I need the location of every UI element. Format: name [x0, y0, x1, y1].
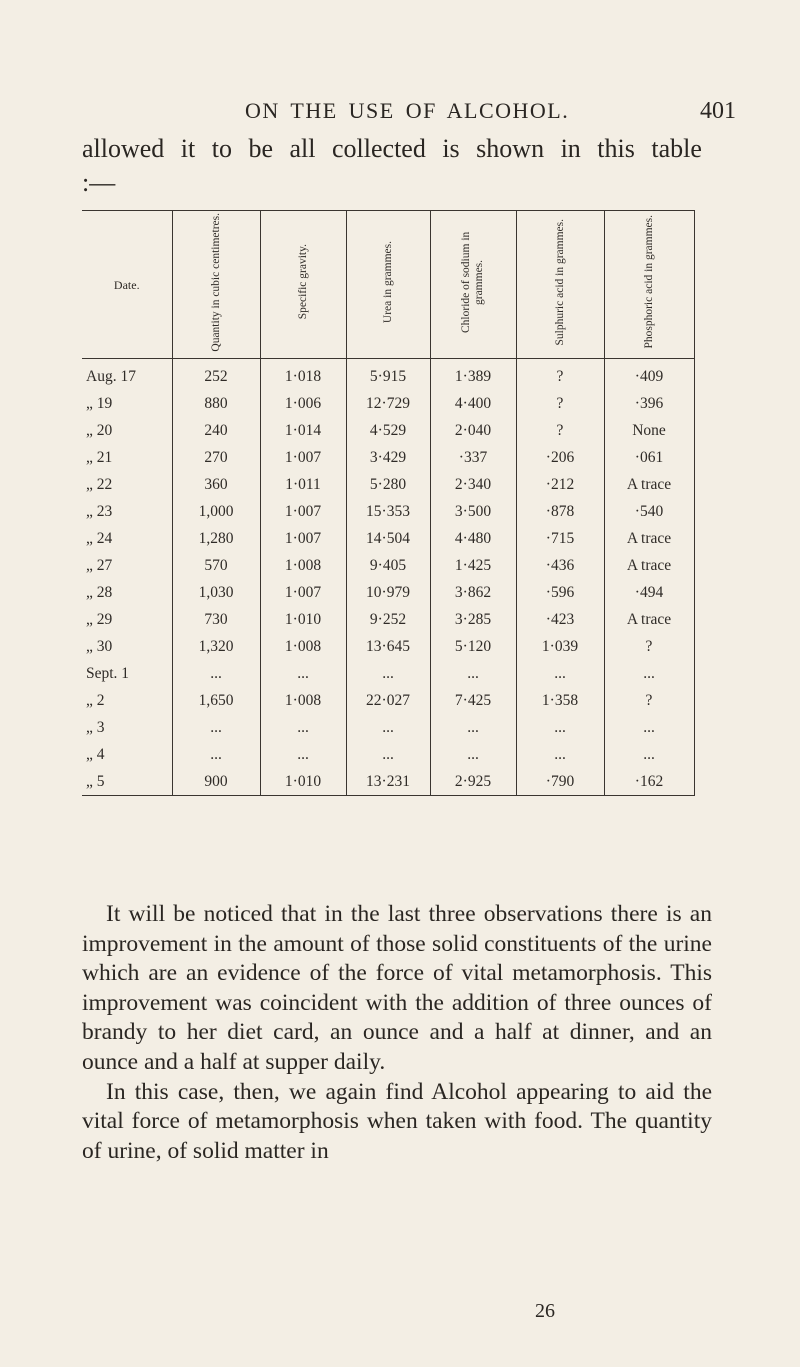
table-cell: 22·027 — [346, 687, 430, 714]
table-cell: ... — [604, 660, 694, 687]
table-cell: 14·504 — [346, 525, 430, 552]
table-cell: Aug. 17 — [86, 367, 136, 385]
table-cell: ? — [516, 359, 604, 391]
paragraph: It will be noticed that in the last three observations there is an improvement in the amount of those solid constituents of the urine which are an evidence of the force of vital metamorphosis. This improvement was coincident with the addition of three ounces of brandy to her diet card, an ounce and a half at dinner, and an ounce and a half at supper daily. — [82, 901, 712, 1075]
table-cell: 1·007 — [260, 579, 346, 606]
column-header-quantity: Quantity in cubic centimetres. — [172, 211, 260, 359]
table-row — [82, 741, 694, 768]
table-cell: 1·007 — [260, 525, 346, 552]
table-cell: „ 4 — [86, 745, 105, 763]
table-cell: ... — [172, 660, 260, 687]
table-cell: 360 — [172, 471, 260, 498]
table-cell: 1,320 — [172, 633, 260, 660]
table-cell: ·494 — [604, 579, 694, 606]
table-cell: ·212 — [516, 471, 604, 498]
table-cell: ·162 — [604, 768, 694, 796]
table-cell: ? — [516, 417, 604, 444]
table-cell: ... — [172, 741, 260, 768]
table-cell: 13·645 — [346, 633, 430, 660]
table-cell: 2·925 — [430, 768, 516, 796]
table-cell: 3·285 — [430, 606, 516, 633]
table-cell: 270 — [172, 444, 260, 471]
table-cell: A trace — [604, 552, 694, 579]
table-cell: 1·008 — [260, 633, 346, 660]
table-cell: 240 — [172, 417, 260, 444]
table-cell: 3·429 — [346, 444, 430, 471]
table-row — [82, 606, 694, 633]
table-cell: 13·231 — [346, 768, 430, 796]
table-cell: 1·358 — [516, 687, 604, 714]
table-cell: 900 — [172, 768, 260, 796]
signature-mark: 26 — [535, 1300, 555, 1322]
table-cell: 880 — [172, 390, 260, 417]
table-cell: ... — [346, 741, 430, 768]
table-row — [82, 552, 694, 579]
table-cell: „ 2 — [86, 691, 105, 709]
table-cell: ... — [516, 741, 604, 768]
table-cell: A trace — [604, 525, 694, 552]
table-cell: Sept. 1 — [86, 664, 130, 682]
table-cell: 730 — [172, 606, 260, 633]
table-row — [82, 579, 694, 606]
column-header-chloride: Chloride of sodium in grammes. — [430, 211, 516, 359]
table-cell: ... — [430, 714, 516, 741]
table-cell: ·206 — [516, 444, 604, 471]
column-header-date: Date. — [82, 211, 172, 359]
table-cell: ·423 — [516, 606, 604, 633]
table-cell: ·337 — [430, 444, 516, 471]
table-row — [82, 525, 694, 552]
table-cell: „ 20 — [86, 421, 113, 439]
column-header-phosphoric: Phosphoric acid in grammes. — [604, 211, 694, 359]
table-cell: 1·008 — [260, 552, 346, 579]
table-cell: 15·353 — [346, 498, 430, 525]
table-cell: ·540 — [604, 498, 694, 525]
table-cell: „ 5 — [82, 768, 172, 796]
table-cell: 7·425 — [430, 687, 516, 714]
table-cell: ·396 — [604, 390, 694, 417]
table-cell: ... — [516, 660, 604, 687]
table-cell: ·596 — [516, 579, 604, 606]
table-cell: 10·979 — [346, 579, 430, 606]
page-number: 401 — [700, 98, 736, 124]
urine-analysis-table — [82, 210, 695, 796]
table-row — [82, 471, 694, 498]
table-cell: ? — [516, 390, 604, 417]
table-cell: 1,280 — [172, 525, 260, 552]
table-row — [82, 768, 694, 796]
column-header-urea: Urea in grammes. — [346, 211, 430, 359]
table-cell: ... — [346, 660, 430, 687]
table-cell: 1·425 — [430, 552, 516, 579]
table-cell: 1·011 — [260, 471, 346, 498]
table-cell: ... — [516, 714, 604, 741]
table-cell: 1,030 — [172, 579, 260, 606]
table-cell: „ 28 — [86, 583, 113, 601]
table-cell: 4·480 — [430, 525, 516, 552]
table-cell: ·436 — [516, 552, 604, 579]
table-cell: 2·340 — [430, 471, 516, 498]
table-cell: ·715 — [516, 525, 604, 552]
table-cell: 570 — [172, 552, 260, 579]
table-cell: 4·529 — [346, 417, 430, 444]
table-cell: „ 30 — [86, 637, 113, 655]
table-cell: „ 23 — [86, 502, 113, 520]
table-cell: „ 27 — [86, 556, 113, 574]
column-header-sulphuric: Sulphuric acid in grammes. — [516, 211, 604, 359]
table-cell: 4·400 — [430, 390, 516, 417]
table-cell: „ 19 — [86, 394, 113, 412]
table-cell: ? — [604, 687, 694, 714]
table-cell: 1·007 — [260, 444, 346, 471]
table-cell: ·790 — [516, 768, 604, 796]
table-cell: 1·010 — [260, 606, 346, 633]
table-row — [82, 498, 694, 525]
table-row — [82, 359, 694, 391]
table-header-row — [82, 211, 694, 359]
table-cell: „ 29 — [86, 610, 113, 628]
table-cell: ·409 — [604, 359, 694, 391]
table-cell: ... — [172, 714, 260, 741]
table-cell: ? — [604, 633, 694, 660]
table-cell: ... — [430, 741, 516, 768]
table-cell: 1,650 — [172, 687, 260, 714]
table-cell: ... — [260, 741, 346, 768]
table-cell: „ 24 — [86, 529, 113, 547]
table-cell: ... — [604, 714, 694, 741]
table-cell: 3·862 — [430, 579, 516, 606]
table-cell: ·878 — [516, 498, 604, 525]
table-cell: 12·729 — [346, 390, 430, 417]
table-cell: ... — [260, 660, 346, 687]
table-cell: A trace — [604, 471, 694, 498]
table-row — [82, 444, 694, 471]
table-row — [82, 714, 694, 741]
table-cell: A trace — [604, 606, 694, 633]
paragraph: In this case, then, we again find Alcohol appearing to aid the vital force of metamorphosis when taken with food. The quantity of urine, of solid matter in — [82, 1078, 712, 1164]
table-cell: ·061 — [604, 444, 694, 471]
running-head — [0, 98, 800, 128]
table-cell: „ 21 — [86, 448, 113, 466]
table-row — [82, 687, 694, 714]
table-cell: 1·008 — [260, 687, 346, 714]
table-cell: ... — [260, 714, 346, 741]
table-row — [82, 417, 694, 444]
table-row — [82, 660, 694, 687]
table-cell: None — [604, 417, 694, 444]
table-cell: 1·018 — [260, 359, 346, 391]
table-cell: 5·915 — [346, 359, 430, 391]
table-row — [82, 390, 694, 417]
table-cell: 1·039 — [516, 633, 604, 660]
table-cell: 1·006 — [260, 390, 346, 417]
table-cell: 1·007 — [260, 498, 346, 525]
table-cell: 1·010 — [260, 768, 346, 796]
table-cell: ... — [346, 714, 430, 741]
intro-text: allowed it to be all collected is shown in this table :— — [82, 134, 702, 197]
table-cell: „ 3 — [86, 718, 105, 736]
table-cell: 1,000 — [172, 498, 260, 525]
body-text — [82, 900, 712, 1166]
table-cell: 1·389 — [430, 359, 516, 391]
table-cell: ... — [604, 741, 694, 768]
table-cell: 5·280 — [346, 471, 430, 498]
table-cell: 5·120 — [430, 633, 516, 660]
table-row — [82, 633, 694, 660]
table-cell: 3·500 — [430, 498, 516, 525]
table-cell: ... — [430, 660, 516, 687]
table-cell: „ 22 — [86, 475, 113, 493]
table-cell: 9·405 — [346, 552, 430, 579]
table-cell: 2·040 — [430, 417, 516, 444]
table-body — [82, 359, 694, 796]
table-cell: 9·252 — [346, 606, 430, 633]
column-header-specific-gravity: Specific gravity. — [260, 211, 346, 359]
table-cell: 1·014 — [260, 417, 346, 444]
running-title: ON THE USE OF ALCOHOL. — [245, 98, 570, 123]
table-cell: 252 — [172, 359, 260, 391]
